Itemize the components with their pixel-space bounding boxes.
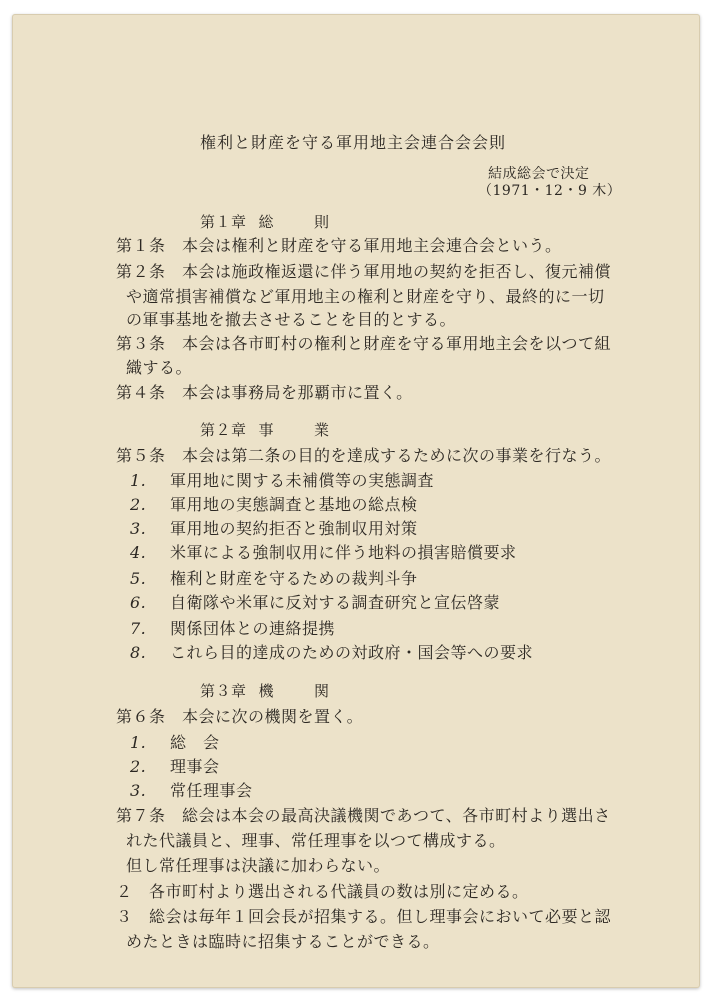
article-6: 第６条 本会に次の機関を置く。 [116, 707, 364, 726]
item-text: 総 会 [170, 733, 220, 752]
chapter-1-word-1: 総 [258, 213, 275, 231]
item-number: 3. [130, 519, 147, 538]
item-number: 4. [130, 543, 147, 562]
decision-note: 結成総会で決定 [488, 166, 590, 182]
item-text: 軍用地の実態調査と基地の総点検 [170, 495, 418, 514]
item-text: これら目的達成のための対政府・国会等への要求 [170, 643, 534, 662]
article-4: 第４条 本会は事務局を那覇市に置く。 [116, 383, 413, 402]
article-2-line-2: や適常損害補償など軍用地主の権利と財産を守り、最終的に一切 [126, 287, 605, 306]
chapter-3-label: 第３章 [200, 682, 247, 700]
article-7-paragraph-2: ２ 各市町村より選出される代議員の数は別に定める。 [116, 882, 529, 901]
item-number: 2. [130, 757, 147, 776]
decision-date: （1971・12・9 木） [478, 183, 622, 199]
item-text: 軍用地の契約拒否と強制収用対策 [170, 519, 418, 538]
article-7-paragraph-3-line-1: ３ 総会は毎年１回会長が招集する。但し理事会において必要と認 [116, 907, 612, 926]
document-title: 権利と財産を守る軍用地主会連合会会則 [200, 133, 507, 152]
chapter-1-label: 第１章 [200, 213, 247, 231]
article-5-item-3 [130, 520, 418, 538]
item-number: 1. [130, 733, 147, 752]
article-1: 第１条 本会は権利と財産を守る軍用地主会連合会という。 [116, 236, 562, 255]
chapter-2-word-1: 事 [258, 421, 275, 439]
article-5-item-4 [130, 544, 517, 562]
article-5-item-6 [130, 594, 500, 612]
article-3-line-1: 第３条 本会は各市町村の権利と財産を守る軍用地主会を以つて組 [116, 334, 612, 353]
article-5-item-2 [130, 496, 418, 514]
article-5-item-1 [130, 472, 434, 490]
item-text: 理事会 [170, 757, 220, 776]
item-text: 権利と財産を守るための裁判斗争 [170, 569, 418, 588]
article-6-item-3 [130, 782, 253, 800]
item-text: 関係団体との連絡提携 [170, 619, 336, 638]
item-number: 2. [130, 495, 147, 514]
article-7-line-3: 但し常任理事は決議に加わらない。 [126, 856, 391, 875]
item-text: 米軍による強制収用に伴う地料の損害賠償要求 [170, 543, 517, 562]
item-number: 7. [130, 619, 147, 638]
article-7-line-2: れた代議員と、理事、常任理事を以つて構成する。 [126, 831, 506, 850]
item-number: 8. [130, 643, 147, 662]
item-number: 6. [130, 593, 147, 612]
chapter-2-word-2: 業 [314, 421, 330, 439]
article-5-item-5 [130, 570, 418, 588]
article-7-paragraph-3-line-2: めたときは臨時に招集することができる。 [126, 932, 440, 951]
chapter-3-word-2: 関 [314, 682, 330, 700]
chapter-2-label: 第２章 [200, 421, 247, 439]
article-5: 第５条 本会は第二条の目的を達成するために次の事業を行なう。 [116, 446, 612, 465]
item-number: 3. [130, 781, 147, 800]
item-text: 自衛隊や米軍に反対する調査研究と宣伝啓蒙 [170, 593, 501, 612]
item-number: 1. [130, 471, 147, 490]
article-6-item-1 [130, 734, 220, 752]
item-text: 軍用地に関する未補償等の実態調査 [170, 471, 435, 490]
article-2-line-3: の軍事基地を撤去させることを目的とする。 [126, 310, 457, 329]
chapter-3-heading [200, 682, 330, 700]
chapter-1-word-2: 則 [314, 213, 330, 231]
chapter-2-heading [200, 421, 330, 439]
article-5-item-8 [130, 644, 533, 662]
chapter-1-heading [200, 213, 330, 231]
article-7-line-1: 第７条 総会は本会の最高決議機関であつて、各市町村より選出さ [116, 806, 611, 825]
article-3-line-2: 織する。 [126, 358, 193, 377]
chapter-3-word-1: 機 [258, 682, 275, 700]
article-5-item-7 [130, 620, 335, 638]
item-text: 常任理事会 [170, 781, 253, 800]
article-6-item-2 [130, 758, 220, 776]
article-2-line-1: 第２条 本会は施政権返還に伴う軍用地の契約を拒否し、復元補償 [116, 262, 612, 281]
item-number: 5. [130, 569, 147, 588]
